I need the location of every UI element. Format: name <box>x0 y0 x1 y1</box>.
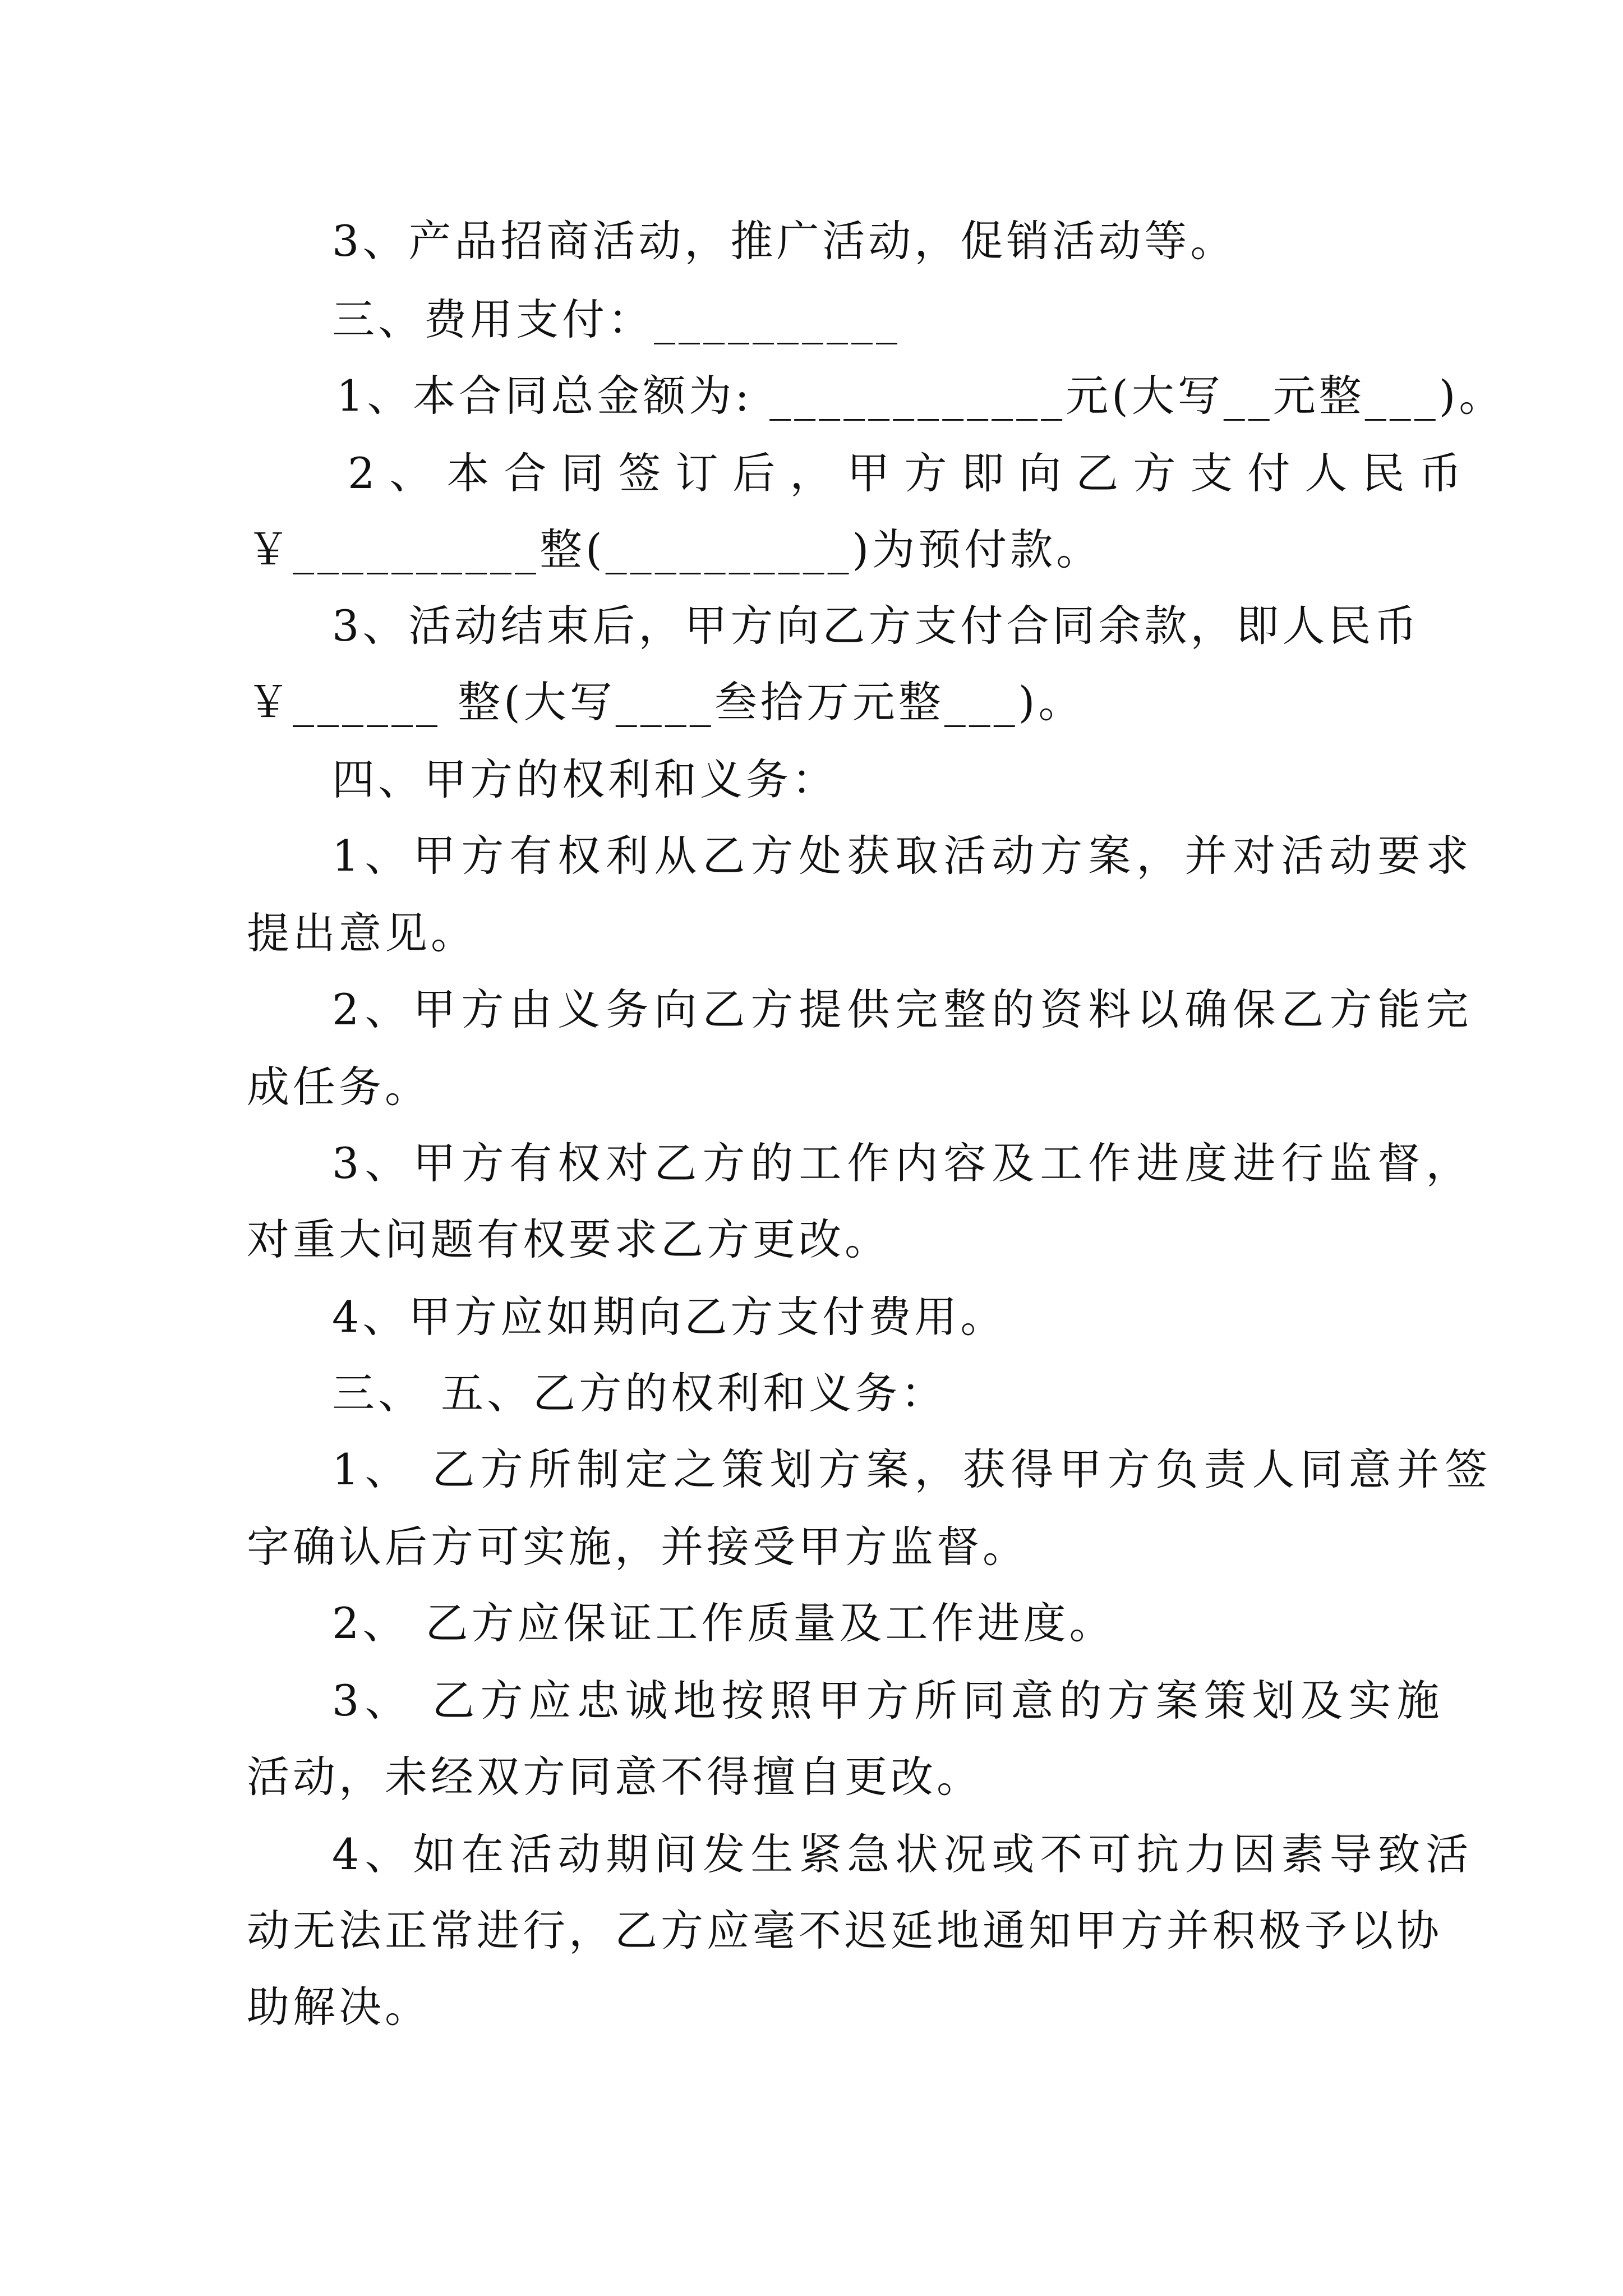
text-line: 1、 乙方所制定之策划方案，获得甲方负责人同意并签 <box>332 1444 1493 1494</box>
text-line: 成任务。 <box>247 1062 431 1112</box>
text-line: 2、 乙方应保证工作质量及工作进度。 <box>332 1598 1115 1648</box>
text-line: 三、 五、乙方的权利和义务： <box>332 1368 947 1418</box>
text-line: 动无法正常进行，乙方应毫不迟延地通知甲方并积极予以协 <box>247 1906 1442 1955</box>
text-line: 1、本合同总金额为: ____________元(大写__元整___)。 <box>336 371 1505 421</box>
text-line: 4、如在活动期间发生紧急状况或不可抗力因素导致活 <box>332 1829 1474 1879</box>
text-line: 助解决。 <box>247 1982 431 2032</box>
text-line: 活动，未经双方同意不得擅自更改。 <box>247 1752 983 1802</box>
text-line: ￥__________整(__________)为预付款。 <box>247 524 1103 574</box>
text-line: 提出意见。 <box>247 908 477 958</box>
text-line: 2、甲方由义务向乙方提供完整的资料以确保乙方能完 <box>332 984 1474 1034</box>
text-line: 4、甲方应如期向乙方支付费用。 <box>332 1292 1007 1342</box>
text-line: ￥______ 整(大写____叁拾万元整___)。 <box>247 677 1085 727</box>
text-line: 3、活动结束后，甲方向乙方支付合同余款，即人民币 <box>332 601 1421 651</box>
text-line: 3、 乙方应忠诚地按照甲方所同意的方案策划及实施 <box>332 1676 1445 1726</box>
text-line: 四、甲方的权利和义务： <box>332 754 838 804</box>
text-line: 对重大问题有权要求乙方更改。 <box>247 1214 891 1264</box>
text-line: 2、本合同签订后，甲方即向乙方支付人民币 <box>348 448 1477 498</box>
text-line: 3、甲方有权对乙方的工作内容及工作进度进行监督， <box>332 1138 1474 1188</box>
text-line: 3、产品招商活动，推广活动，促销活动等。 <box>332 216 1237 266</box>
text-line: 三、费用支付：__________ <box>332 295 901 344</box>
text-line: 字确认后方可实施，并接受甲方监督。 <box>247 1522 1029 1572</box>
text-line: 1、甲方有权利从乙方处获取活动方案，并对活动要求 <box>332 831 1474 881</box>
